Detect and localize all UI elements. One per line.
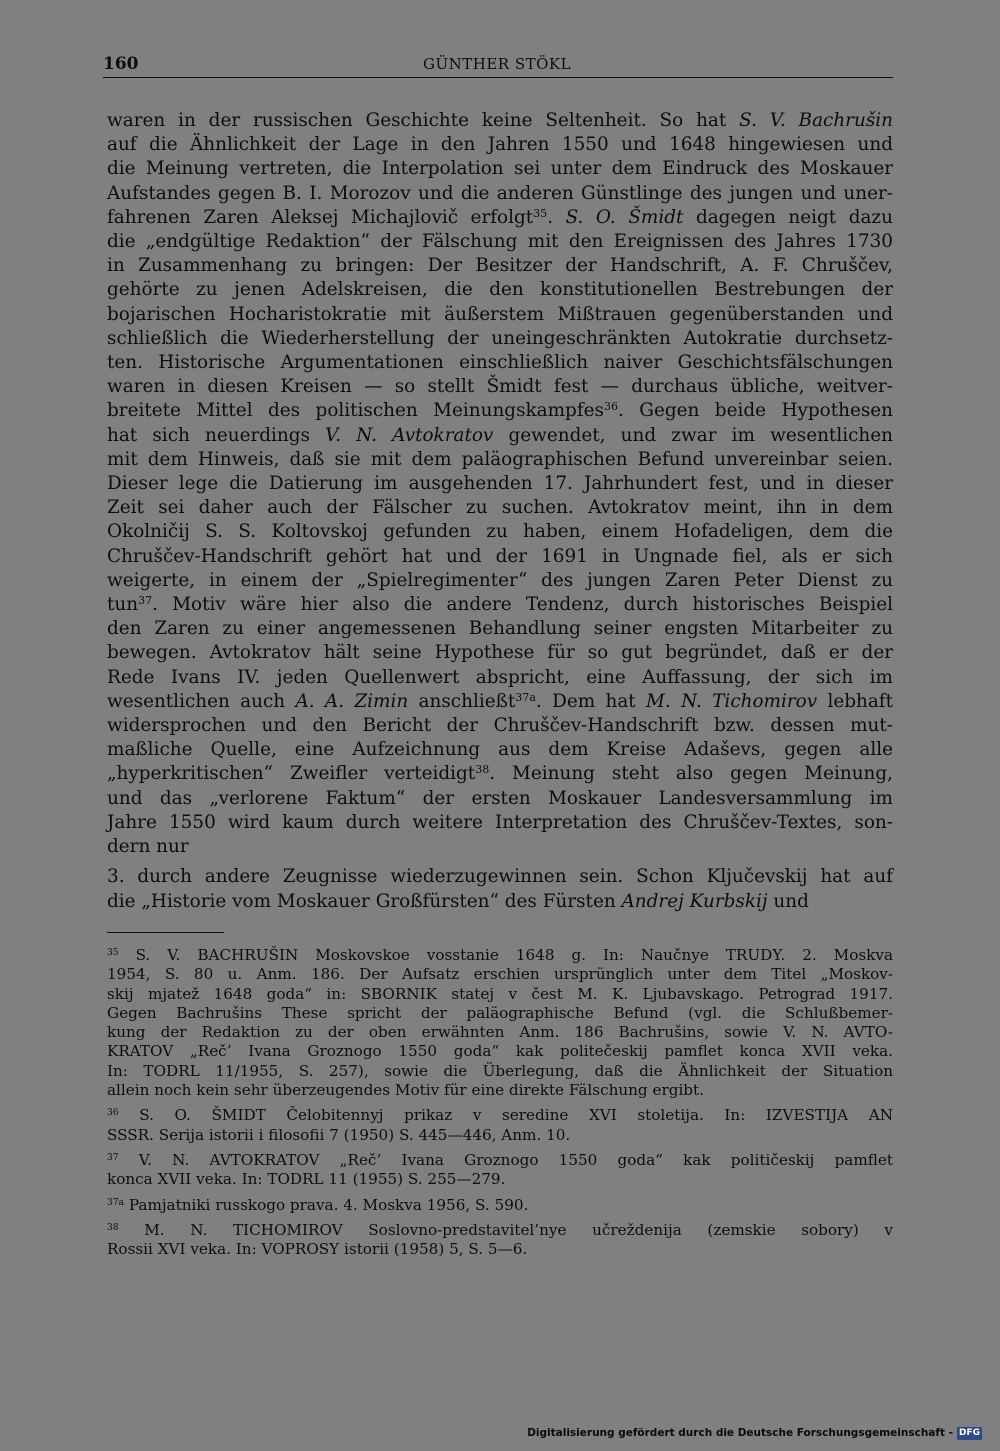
paragraph [107, 109, 893, 859]
footnote [107, 1196, 893, 1215]
footnote [107, 1151, 893, 1190]
footnote-ref: 36 [107, 1108, 119, 1119]
footnote [107, 1106, 893, 1145]
footnote-line: allein noch kein sehr überzeugendes Motiv für eine direkte Fälschung ergibt. [107, 1081, 704, 1100]
digitization-note: Digitalisierung gefördert durch die Deutsche Forschungsgemeinschaft - [527, 1427, 953, 1439]
body-text [107, 109, 893, 914]
text-line: bewegen. Avtokratov hält seine Hypothese für so gut begründet, daß er der [107, 642, 893, 664]
footnote-line: konca XVII veka. In: TODRL 11 (1955) S. 255—279. [107, 1170, 506, 1189]
text-line: Chruščev-Handschrift gehört hat und der 1691 in Ungnade fiel, als er sich [107, 545, 893, 567]
text-line: dern nur [107, 836, 189, 858]
footnote-ref: 35 [107, 947, 119, 958]
text-line: die Meinung vertreten, die Interpolation sei unter dem Eindruck des Moskauer [107, 158, 893, 180]
footnote-line: $^{35}$ S. V. BACHRUŠIN Moskovskoe vosstanie 1648 g. In: Naučnye TRUDY. 2. Moskva [107, 946, 893, 964]
text-line: Jahre 1550 wird kaum durch weitere Interpretation des Chruščev-Textes, son- [107, 811, 893, 833]
footnote-line: kung der Redaktion zu der oben erwähnten Anm. 186 Bachrušins, sowie V. N. AVTO- [107, 1023, 893, 1042]
footnote-line: $^{37}$ V. N. AVTOKRATOV „Reč’ Ivana Groznogo 1550 goda“ kak političeskij pamflet [107, 1150, 893, 1169]
footnote-ref: 37 [138, 594, 153, 607]
footnote [107, 946, 893, 1100]
digitization-footer [527, 1425, 982, 1441]
footnote-rule [107, 932, 224, 933]
dfg-logo-icon: DFG [958, 1427, 980, 1438]
footnote-line: SSSR. Serija istorii i filosofii 7 (1950) S. 445—446, Anm. 10. [107, 1125, 571, 1144]
footnote [107, 1221, 893, 1260]
footnote-ref: 36 [603, 400, 619, 414]
text-line: in Zusammenhang zu bringen: Der Besitzer der Handschrift, A. F. Chruščev, [107, 255, 893, 277]
text-line: hat sich neuerdings V. N. Avtokratov gewendet, und zwar im wesentlichen [107, 424, 893, 446]
text-line: wesentlichen auch A. A. Zimin anschließt$^{37a}$. Dem hat M. N. Tichomirov lebhaft [107, 690, 893, 712]
text-line: die „Historie vom Moskauer Großfürsten“ des Fürsten Andrej Kurbskij und [107, 890, 809, 912]
footnote-ref: 35 [533, 206, 548, 220]
footnote-ref: 37a [515, 690, 536, 704]
text-line: waren in der russischen Geschichte keine Seltenheit. So hat S. V. Bachrušin [107, 110, 893, 131]
text-line: fahrenen Zaren Aleksej Michajlovič erfolgt$^{35}$. S. O. Šmidt dagegen neigt dazu [107, 206, 893, 228]
text-line: Okolničij S. S. Koltovskoj gefunden zu haben, einem Hofadeligen, dem die [107, 521, 893, 543]
footnote-line: 1954, S. 80 u. Anm. 186. Der Aufsatz erschien ursprünglich unter dem Titel „Moskov- [107, 965, 893, 984]
footnote-ref: 38 [475, 763, 490, 777]
text-line: breitete Mittel des politischen Meinungskampfes$^{36}$. Gegen beide Hypothesen [107, 400, 893, 422]
page-header [103, 54, 893, 78]
text-line: tun$^{37}$. Motiv wäre hier also die andere Tendenz, durch historisches Beispiel [107, 594, 893, 616]
footnotes [107, 946, 893, 1265]
footnote-line: Rossii XVI veka. In: VOPROSY istorii (1958) 5, S. 5—6. [107, 1240, 528, 1259]
footnote-ref: 37a [107, 1197, 125, 1208]
text-line: mit dem Hinweis, daß sie mit dem paläographischen Befund unvereinbar seien. [107, 448, 893, 470]
header-rule [103, 77, 893, 78]
footnote-ref: 37 [107, 1152, 119, 1163]
footnote-line: $^{38}$ M. N. TICHOMIROV Soslovno-predstavitel’nye učreždenija (zemskie sobory) v [107, 1220, 893, 1239]
text-line: Dieser lege die Datierung im ausgehenden 17. Jahrhundert fest, und in dieser [107, 473, 893, 495]
text-line: den Zaren zu einer angemessenen Behandlung seiner engsten Mitarbeiter zu [107, 618, 893, 640]
footnote-line: $^{37a}$ Pamjatniki russkogo prava. 4. Moskva 1956, S. 590. [107, 1195, 529, 1214]
footnote-line: $^{36}$ S. O. ŠMIDT Čelobitennyj prikaz v seredine XVI stoletija. In: IZVESTIJA AN [107, 1106, 893, 1125]
footnote-line: In: TODRL 11/1955, S. 257), sowie die Überlegung, daß die Ähnlichkeit der Situation [107, 1061, 893, 1080]
footnote-line: KRATOV „Reč’ Ivana Groznogo 1550 goda“ kak politečeskij pamflet konca XVII veka. [107, 1042, 893, 1061]
text-line: gehörte zu jenen Adelskreisen, die den konstitutionellen Bestrebungen der [107, 279, 893, 301]
text-line: und das „verlorene Faktum“ der ersten Moskauer Landesversammlung im [107, 787, 893, 809]
text-line: weigerte, in einem der „Spielregimenter“ des jungen Zaren Peter Dienst zu [107, 569, 893, 591]
page-number: 160 [103, 54, 139, 74]
text-line: die „endgültige Redaktion“ der Fälschung mit den Ereignissen des Jahres 1730 [107, 231, 893, 253]
text-line: ten. Historische Argumentationen einschließlich naiver Geschichtsfälschungen [107, 352, 893, 374]
text-line: waren in diesen Kreisen — so stellt Šmidt fest — durchaus übliche, weitver- [107, 376, 893, 398]
text-line: widersprochen und den Bericht der Chruščev-Handschrift bzw. dessen mut- [107, 715, 893, 737]
text-line: Zeit sei daher auch der Fälscher zu suchen. Avtokratov meint, ihn in dem [107, 497, 893, 519]
footnote-ref: 38 [107, 1222, 119, 1233]
text-line: auf die Ähnlichkeit der Lage in den Jahren 1550 und 1648 hingewiesen und [107, 134, 893, 156]
text-line: 3. durch andere Zeugnisse wiederzugewinnen sein. Schon Ključevskij hat auf [107, 866, 893, 888]
text-line: Rede Ivans IV. jeden Quellenwert abspricht, eine Auffassung, der sich im [107, 666, 893, 688]
text-line: bojarischen Hocharistokratie mit äußerstem Mißtrauen gegenüberstanden und [107, 303, 893, 325]
text-line: maßliche Quelle, eine Aufzeichnung aus dem Kreise Adaševs, gegen alle [107, 739, 893, 761]
paragraph [107, 865, 893, 913]
text-line: schließlich die Wiederherstellung der uneingeschränkten Autokratie durchsetz- [107, 327, 893, 349]
footnote-line: skij mjatež 1648 goda“ in: SBORNIK statej v čest M. K. Ljubavskago. Petrograd 1917. [107, 984, 893, 1003]
text-line: „hyperkritischen“ Zweifler verteidigt$^{38}$. Meinung steht also gegen Meinung, [107, 763, 894, 785]
running-head: GÜNTHER STÖKL [423, 55, 572, 73]
text-line: Aufstandes gegen B. I. Morozov und die anderen Günstlinge des jungen und uner- [107, 182, 893, 204]
footnote-line: Gegen Bachrušins These spricht der paläographische Befund (vgl. die Schlußbemer- [107, 1003, 893, 1022]
